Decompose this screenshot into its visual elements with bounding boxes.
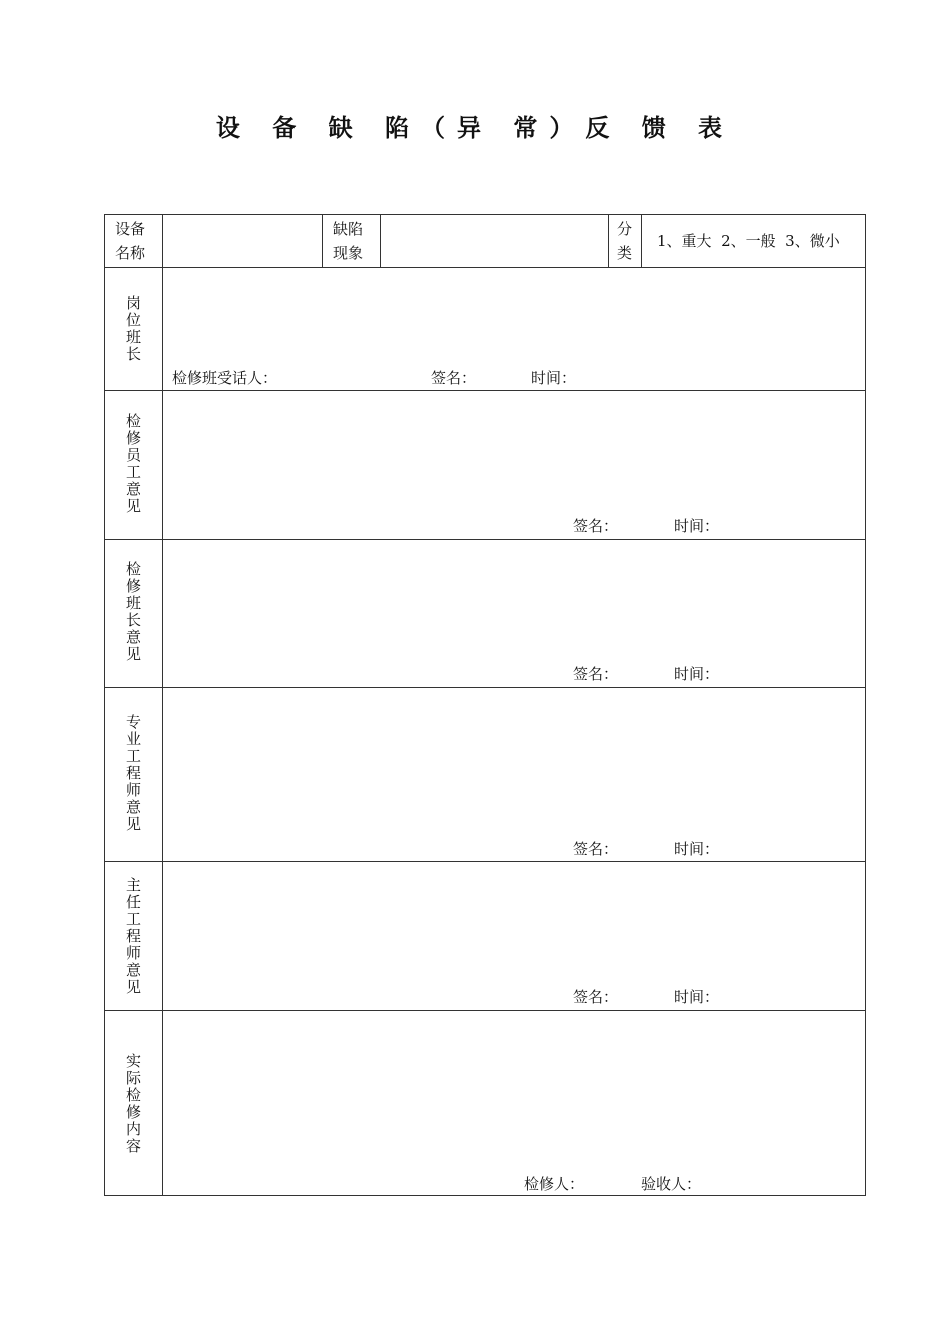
chief-engineer-opinion-field[interactable] (163, 862, 866, 982)
worker-opinion-field[interactable] (163, 391, 866, 511)
specialist-sign-label: 签名： (573, 840, 619, 858)
page-title: 设 备 缺 陷（异 常）反 馈 表 (215, 114, 735, 142)
defect-phenomenon-field[interactable] (381, 215, 608, 267)
device-name-label: 设备 名称 (115, 220, 146, 262)
specialist-opinion-label: 专 业 工 程 师 意 见 (125, 713, 141, 833)
specialist-opinion-field[interactable] (163, 688, 866, 834)
post-leader-field[interactable] (163, 268, 866, 368)
repairer-label: 检修人： (524, 1175, 585, 1193)
column-divider (608, 215, 609, 267)
column-divider (322, 215, 323, 267)
team-leader-opinion-label: 检 修 班 长 意 见 (125, 560, 141, 663)
chief-engineer-opinion-label: 主 任 工 程 师 意 见 (125, 876, 141, 996)
actual-repair-content-field[interactable] (163, 1011, 866, 1166)
worker-opinion-label: 检 修 员 工 意 见 (125, 412, 141, 515)
post-leader-label: 岗 位 班 长 (125, 294, 141, 363)
category-label: 分 类 (617, 220, 633, 262)
chief-engineer-time-label: 时间： (674, 988, 720, 1006)
post-leader-sign-label: 签名： (431, 369, 477, 387)
chief-engineer-sign-label: 签名： (573, 988, 619, 1006)
column-divider (641, 215, 642, 267)
receiver-label: 检修班受话人： (172, 369, 278, 387)
worker-time-label: 时间： (674, 517, 720, 535)
worker-sign-label: 签名： (573, 517, 619, 535)
category-options[interactable]: 1、重大 2、一般 3、微小 (657, 232, 840, 250)
acceptor-label: 验收人： (641, 1175, 702, 1193)
feedback-form-table (104, 214, 866, 1196)
device-name-field[interactable] (163, 215, 322, 267)
actual-repair-content-label: 实 际 检 修 内 容 (125, 1052, 141, 1155)
team-leader-sign-label: 签名： (573, 665, 619, 683)
team-leader-opinion-field[interactable] (163, 540, 866, 660)
defect-phenomenon-label: 缺陷 现象 (333, 220, 364, 262)
specialist-time-label: 时间： (674, 840, 720, 858)
team-leader-time-label: 时间： (674, 665, 720, 683)
post-leader-time-label: 时间： (531, 369, 577, 387)
